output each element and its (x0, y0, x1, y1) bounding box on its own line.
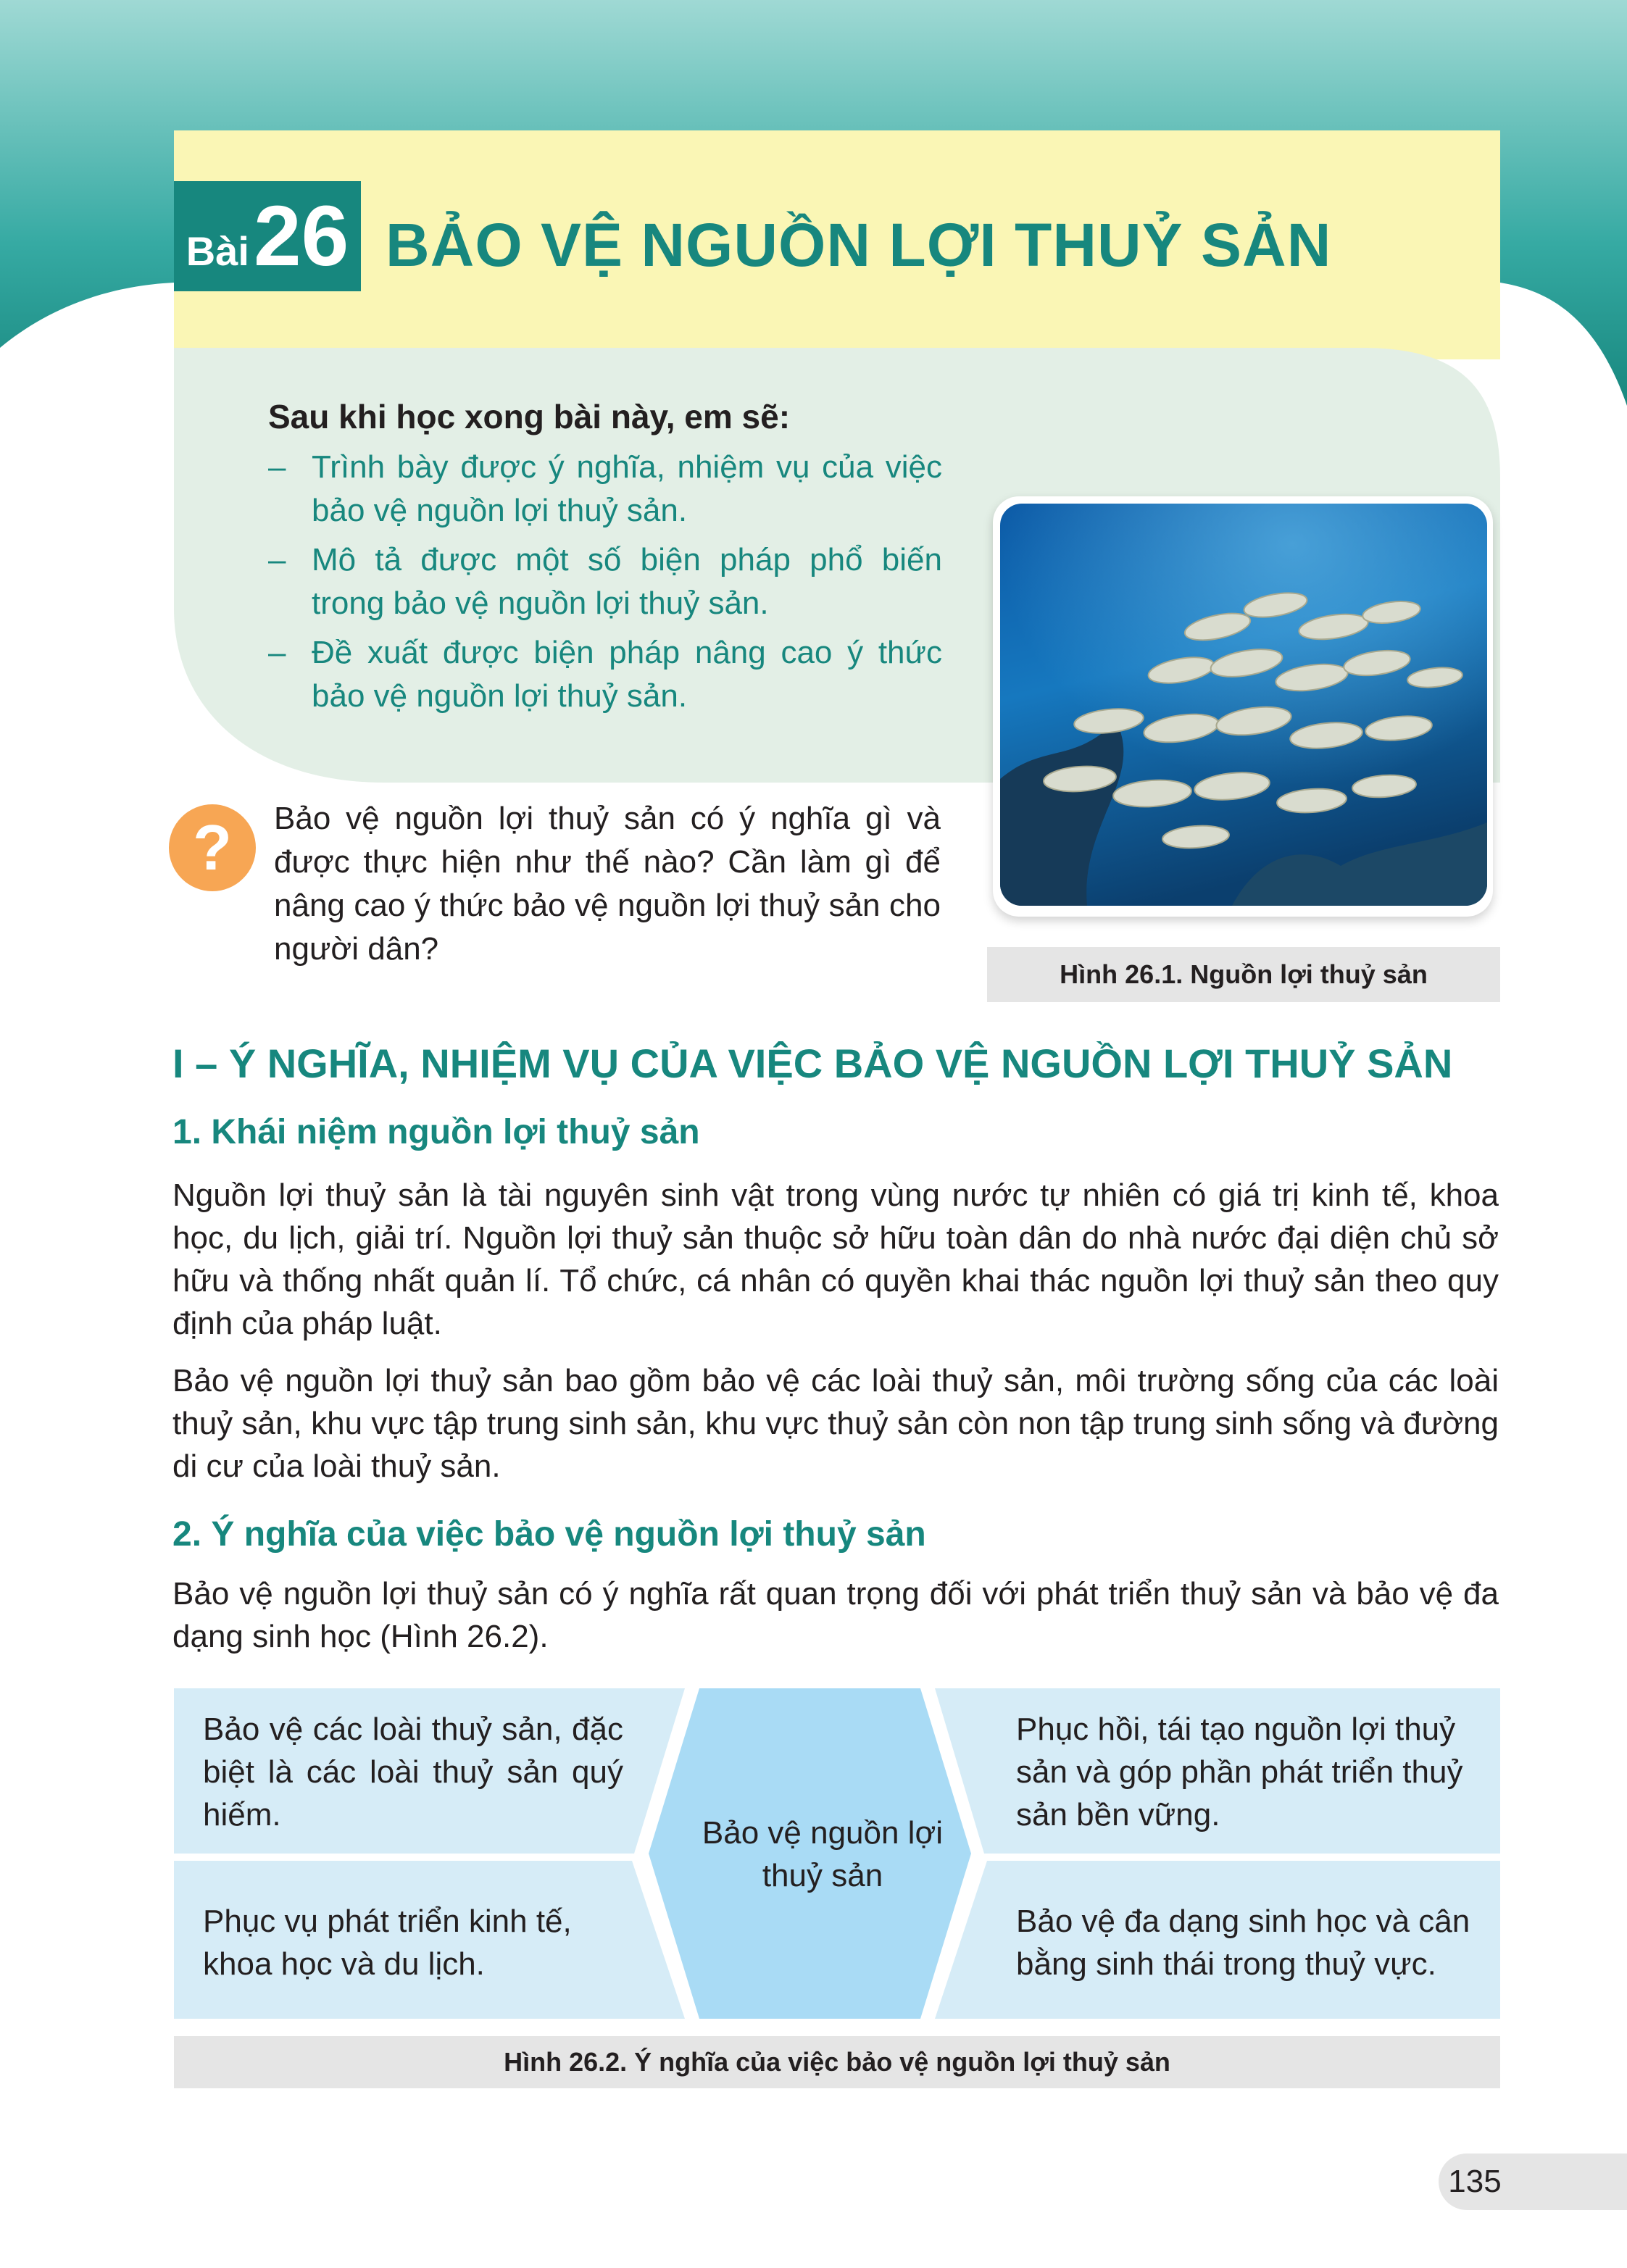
page-number: 135 (1448, 2164, 1502, 2199)
guiding-question: Bảo vệ nguồn lợi thuỷ sản có ý nghĩa gì và được thực hiện như thế nào? Cần làm gì để nâng cao ý thức bảo vệ nguồn lợi thuỷ sản cho người dân? (274, 801, 941, 967)
school-of-fish-icon (1000, 504, 1487, 906)
objectives-intro: Sau khi học xong bài này, em sẽ: (268, 398, 791, 435)
objective-text: Mô tả được một số biện pháp phổ biến trong bảo vệ nguồn lợi thuỷ sản. (312, 542, 942, 621)
paragraph: Bảo vệ nguồn lợi thuỷ sản có ý nghĩa rất quan trọng đối với phát triển thuỷ sản và bảo vệ đa dạng sinh học (Hình 26.2). (172, 1576, 1499, 1654)
paragraph: Nguồn lợi thuỷ sản là tài nguyên sinh vật trong vùng nước tự nhiên có giá trị kinh tế, khoa học, du lịch, giải trí. Nguồn lợi thuỷ sản thuộc sở hữu toàn dân do nhà nước đại diện chủ sở hữu và thống nhất quản lí. Tổ chức, cá nhân có quyền khai thác nguồn lợi thuỷ sản theo quy định của pháp luật. (172, 1177, 1499, 1341)
learning-objectives (268, 395, 942, 724)
lesson-number: 26 (253, 188, 349, 284)
objective-item (268, 538, 942, 625)
objective-item (268, 631, 942, 718)
fish-photo (1000, 504, 1487, 906)
lesson-number-tag (174, 181, 361, 291)
diagram-text-bottom-right: Bảo vệ đa dạng sinh học và cân bằng sinh thái trong thuỷ vực. (1016, 1904, 1470, 1982)
diagram-text-bottom-left: Phục vụ phát triển kinh tế, khoa học và du lịch. (203, 1904, 572, 1982)
dash-bullet: – (268, 542, 286, 578)
figure-26-1-caption: Hình 26.1. Nguồn lợi thuỷ sản (987, 947, 1500, 1002)
diagram-center-text: Bảo vệ nguồn lợi thuỷ sản (702, 1815, 944, 1893)
diagram-text-top-right: Phục hồi, tái tạo nguồn lợi thuỷ sản và góp phần phát triển thuỷ sản bền vững. (1016, 1711, 1463, 1833)
lesson-title: BẢO VỆ NGUỒN LỢI THUỶ SẢN (386, 211, 1332, 279)
dash-bullet: – (268, 449, 286, 485)
dash-bullet: – (268, 635, 286, 670)
figure-26-2-caption: Hình 26.2. Ý nghĩa của việc bảo vệ nguồn lợi thuỷ sản (174, 2036, 1500, 2088)
objective-item (268, 446, 942, 533)
subsection-1-heading: 1. Khái niệm nguồn lợi thuỷ sản (172, 1113, 700, 1151)
paragraph: Bảo vệ nguồn lợi thuỷ sản bao gồm bảo vệ các loài thuỷ sản, môi trường sống của các loài thuỷ sản, khu vực tập trung sinh sản, khu vực thuỷ sản còn non tập trung sinh sống và đường di cư của loài thuỷ sản. (172, 1363, 1499, 1484)
subsection-2-heading: 2. Ý nghĩa của việc bảo vệ nguồn lợi thuỷ sản (172, 1515, 926, 1554)
objective-text: Đề xuất được biện pháp nâng cao ý thức bảo vệ nguồn lợi thuỷ sản. (312, 635, 942, 714)
lesson-label: Bài (186, 228, 249, 274)
objective-text: Trình bày được ý nghĩa, nhiệm vụ của việc bảo vệ nguồn lợi thuỷ sản. (312, 449, 942, 528)
question-mark-icon: ? (169, 804, 256, 891)
section-heading: I – Ý NGHĨA, NHIỆM VỤ CỦA VIỆC BẢO VỆ NGUỒN LỢI THUỶ SẢN (172, 1041, 1453, 1086)
diagram-text-top-left: Bảo vệ các loài thuỷ sản, đặc biệt là các loài thuỷ sản quý hiếm. (203, 1711, 623, 1833)
